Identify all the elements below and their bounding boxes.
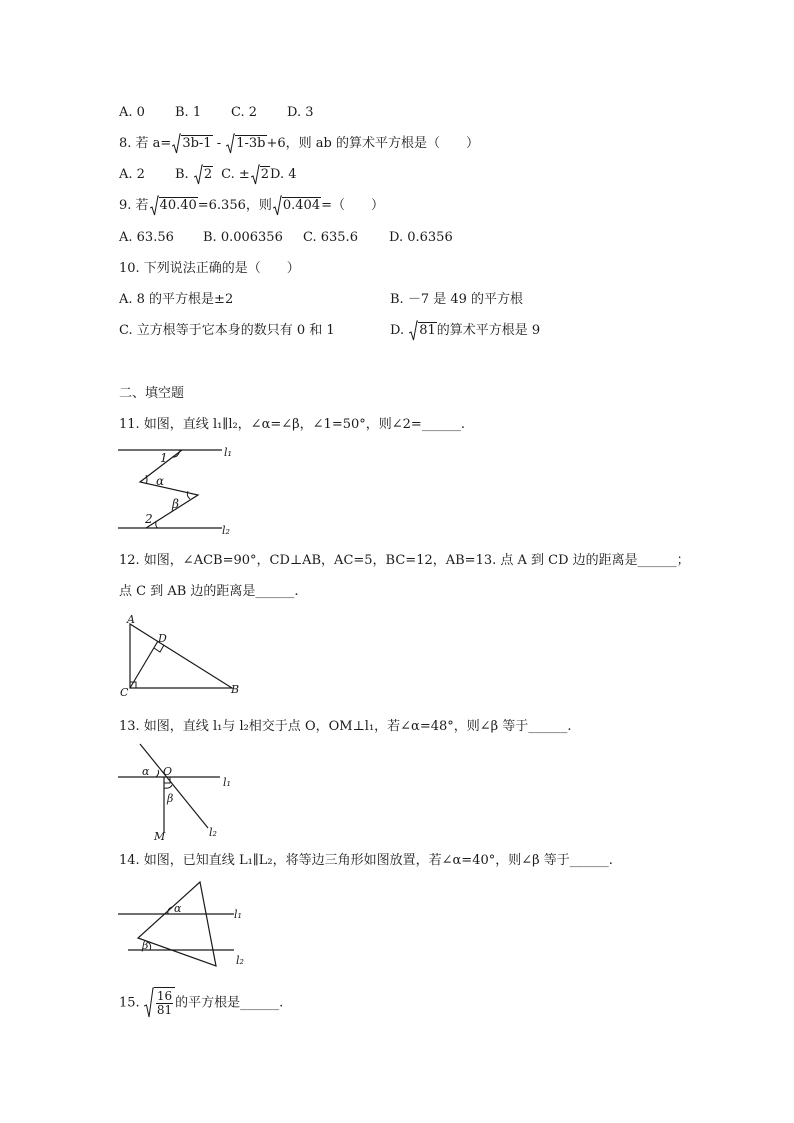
q10-stem: 10. 下列说法正确的是（ ） — [119, 261, 300, 276]
q13-stem — [119, 718, 571, 736]
q11-text: 11. 如图，直线 l₁∥l₂，∠α=∠β，∠1=50°，则∠2= — [119, 417, 422, 432]
q12-label-a: A — [127, 613, 135, 626]
q9-radical-2: 0.404 — [273, 197, 321, 215]
q12-line-2 — [119, 583, 299, 601]
q7-options — [119, 104, 314, 122]
q11-label-2: 2 — [145, 512, 153, 526]
q15-fraction — [156, 990, 173, 1017]
q9-option-b: B. 0.006356 — [203, 230, 283, 245]
q15-radical — [144, 987, 175, 1019]
q15-numerator: 16 — [156, 989, 173, 1003]
q9-suffix: =（ ） — [321, 198, 384, 213]
q9-stem — [119, 197, 384, 215]
q10-option-c: C. 立方根等于它本身的数只有 0 和 1 — [119, 323, 335, 338]
q11-label-1: 1 — [160, 451, 168, 465]
q12-label-d: D — [158, 632, 167, 645]
q9-radical-1: 40.40 — [150, 197, 198, 215]
q10-option-d-prefix: D. — [390, 323, 409, 338]
q14-stem — [119, 852, 613, 870]
q12-text: 12. 如图，∠ACB=90°，CD⊥AB，AC=5，BC=12，AB=13. 点 A 到 CD 边的距离是 — [119, 553, 638, 568]
q12-end-1: ； — [676, 553, 690, 568]
q13-label-l2: l₂ — [209, 826, 217, 839]
q14-answer-blank[interactable]: ______ — [569, 853, 609, 868]
q8-option-a: A. 2 — [119, 167, 145, 182]
q15-stem — [119, 987, 283, 1019]
q15-denominator: 81 — [156, 1003, 173, 1017]
q8-option-b-radical: 2 — [194, 166, 213, 184]
q10-option-a: A. 8 的平方根是±2 — [119, 292, 234, 307]
q12-figure — [116, 612, 246, 700]
q13-label-m: M — [154, 830, 166, 842]
q10-option-d — [390, 322, 540, 340]
q7-option-c: C. 2 — [231, 105, 258, 120]
q8-option-d: D. 4 — [270, 167, 297, 182]
q8-radical-1: 3b-1 — [172, 135, 212, 153]
q11-figure — [116, 442, 238, 536]
q8-minus: - — [212, 136, 226, 151]
q10-option-b: B. －7 是 49 的平方根 — [390, 292, 524, 307]
q8-option-c-radical: 2 — [251, 166, 270, 184]
q7-option-d: D. 3 — [287, 105, 314, 120]
q8-suffix: +6，则 ab 的算术平方根是（ ） — [266, 136, 480, 151]
q12-label-b: B — [231, 683, 240, 696]
q9-prefix: 9. 若 — [119, 198, 149, 213]
q13-end: . — [567, 719, 572, 734]
q11-end: . — [460, 417, 465, 432]
q9-option-d: D. 0.6356 — [389, 230, 453, 245]
q8-option-c: C. ± — [221, 167, 250, 182]
q15-suffix: 的平方根是 — [175, 995, 241, 1011]
q8-radical-2: 1-3b — [226, 135, 266, 153]
section-heading: 二、填空题 — [119, 386, 185, 401]
q9-options — [119, 229, 453, 247]
q12-stem — [119, 552, 690, 570]
q13-figure — [116, 740, 238, 842]
q11-label-alpha: α — [156, 474, 165, 488]
q11-label-beta: β — [172, 497, 179, 511]
q8-option-b: B. — [175, 167, 193, 182]
q8-prefix: 8. 若 a= — [119, 136, 172, 151]
q13-label-l1: l₁ — [223, 776, 231, 789]
q8-stem — [119, 135, 479, 153]
q13-label-alpha: α — [142, 765, 150, 778]
q13-answer-blank[interactable]: ______ — [528, 719, 568, 734]
q14-label-beta: β — [142, 939, 149, 952]
q13-label-beta: β — [167, 792, 174, 805]
q8-options — [119, 166, 297, 184]
q11-answer-blank[interactable]: ______ — [421, 417, 461, 432]
q10-option-d-radical: 81 — [409, 322, 437, 340]
q15-answer-blank[interactable]: ______ — [240, 995, 280, 1011]
q14-label-l1: l₁ — [234, 908, 242, 921]
q14-end: . — [608, 853, 613, 868]
q14-label-alpha: α — [174, 902, 182, 915]
q12-answer-blank-1[interactable]: ______ — [637, 553, 677, 568]
q11-stem — [119, 416, 465, 434]
q12-end-2: . — [294, 584, 299, 599]
q13-text: 13. 如图，直线 l₁与 l₂相交于点 O，OM⊥l₁，若∠α=48°，则∠β 等于 — [119, 719, 529, 734]
q14-text: 14. 如图，已知直线 L₁∥L₂，将等边三角形如图放置，若∠α=40°，则∠β 等于 — [119, 853, 570, 868]
q11-label-l1: l₁ — [224, 446, 232, 459]
q14-figure — [116, 878, 252, 972]
q10-option-d-suffix: 的算术平方根是 9 — [436, 323, 541, 338]
q12-label-c: C — [120, 686, 129, 699]
q9-option-a: A. 63.56 — [119, 230, 174, 245]
q7-option-b: B. 1 — [175, 105, 202, 120]
q12-text-2: 点 C 到 AB 边的距离是 — [119, 584, 256, 599]
q7-option-a: A. 0 — [119, 105, 145, 120]
q11-label-l2: l₂ — [222, 524, 230, 536]
q15-end: . — [279, 995, 284, 1011]
q9-option-c: C. 635.6 — [303, 230, 358, 245]
q13-label-o: O — [163, 765, 173, 778]
q15-prefix: 15. — [119, 995, 144, 1011]
q14-label-l2: l₂ — [236, 954, 244, 967]
q9-mid: =6.356，则 — [197, 198, 272, 213]
q12-answer-blank-2[interactable]: ______ — [255, 584, 295, 599]
